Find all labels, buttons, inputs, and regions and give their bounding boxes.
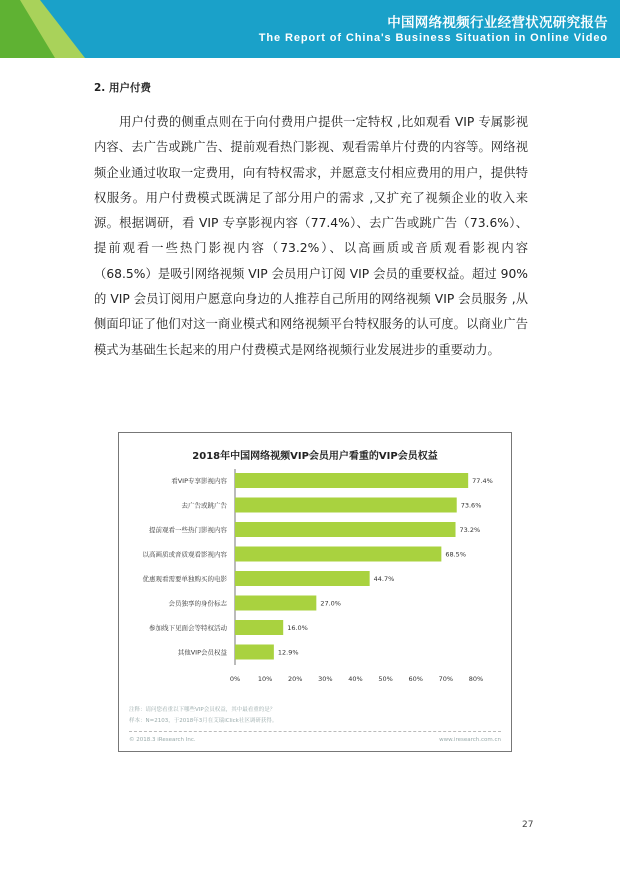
chart-sample-note: 样本：N=2103，于2018年3月在艾瑞iClick社区调研获得。: [129, 718, 278, 724]
bar: [235, 571, 370, 586]
x-tick-label: 10%: [257, 675, 273, 683]
page-number: 27: [522, 820, 534, 830]
x-tick-label: 80%: [468, 675, 484, 683]
x-tick-label: 70%: [438, 675, 454, 683]
category-label: 提前观看一些热门影视内容: [149, 526, 227, 534]
bar: [235, 596, 316, 611]
report-title-en: The Report of China's Business Situation in Online Video: [258, 32, 608, 44]
bar-chart: [119, 433, 511, 703]
category-label: 其他VIP会员权益: [177, 648, 227, 657]
value-label: 68.5%: [445, 550, 467, 559]
x-tick-label: 20%: [288, 675, 303, 683]
page-header: [0, 0, 620, 58]
x-tick-label: 0%: [229, 675, 241, 683]
value-label: 16.0%: [287, 624, 308, 632]
category-label: 看VIP专享影视内容: [171, 477, 227, 485]
chart-copyright: © 2018.3 iResearch Inc.: [129, 737, 196, 743]
bar: [235, 620, 283, 635]
body-paragraph-text: 用户付费的侧重点则在于向付费用户提供一定特权 ,比如观看 VIP 专属影视内容、去广告或跳广告、提前观看热门影视、观看需单片付费的内容等。网络视频企业通过收取一定费用，向有特权需求，并愿意支付相应费用的用户，提供特权服务。用户付费模式既满足了部分用户的需求 ,又扩充了视频企业的收入来源。根据调研，看 VIP 专享影视内容（77.4%）、去广告或跳广告（73.6%）、提前观看一些热门影视内容（73.2%）、以高画质或音质观看影视内容（68.5%）是吸引网络视频 VIP 会员用户订阅 VIP 会员的重要权益。超过 90%的 VIP 会员订阅用户愿意向身边的人推荐自己所用的网络视频 VIP 会员服务 ,从侧面印证了他们对这一商业模式和网络视频平台特权服务的认可度。以商业广告模式为基础生长起来的用户付费模式是网络视频行业发展进步的重要动力。: [94, 115, 528, 357]
category-label: 参加线下见面会等特权活动: [149, 624, 227, 632]
x-tick-label: 30%: [318, 675, 333, 683]
category-label: 优惠观看需要单独购买的电影: [142, 575, 227, 583]
body-paragraph: [94, 110, 528, 363]
x-tick-label: 50%: [378, 675, 393, 683]
chart-note: 注释：请问您看重以下哪些VIP会员权益，其中最看重的是？: [129, 707, 276, 713]
value-label: 27.0%: [320, 599, 341, 608]
bar: [235, 522, 456, 537]
value-label: 73.2%: [459, 526, 481, 534]
chart-divider: [129, 731, 501, 732]
x-tick-label: 40%: [348, 675, 363, 683]
bar: [235, 498, 457, 513]
value-label: 73.6%: [460, 501, 482, 510]
chart-source-url: www.iresearch.com.cn: [439, 737, 501, 743]
bar: [235, 645, 274, 660]
category-label: 去广告或跳广告: [181, 501, 227, 510]
section-title: 2. 用户付费: [94, 82, 151, 94]
bar: [235, 473, 468, 488]
chart-container: [118, 432, 512, 752]
value-label: 44.7%: [373, 575, 395, 583]
bar: [235, 547, 441, 562]
category-label: 以高画质或音质观看影视内容: [142, 550, 227, 559]
x-tick-label: 60%: [408, 675, 423, 683]
category-label: 会员独享的身份标志: [168, 599, 227, 608]
value-label: 77.4%: [472, 477, 493, 485]
report-title-cn: 中国网络视频行业经营状况研究报告: [387, 15, 608, 31]
value-label: 12.9%: [277, 648, 299, 657]
chart-title: 2018年中国网络视频VIP会员用户看重的VIP会员权益: [192, 451, 438, 462]
